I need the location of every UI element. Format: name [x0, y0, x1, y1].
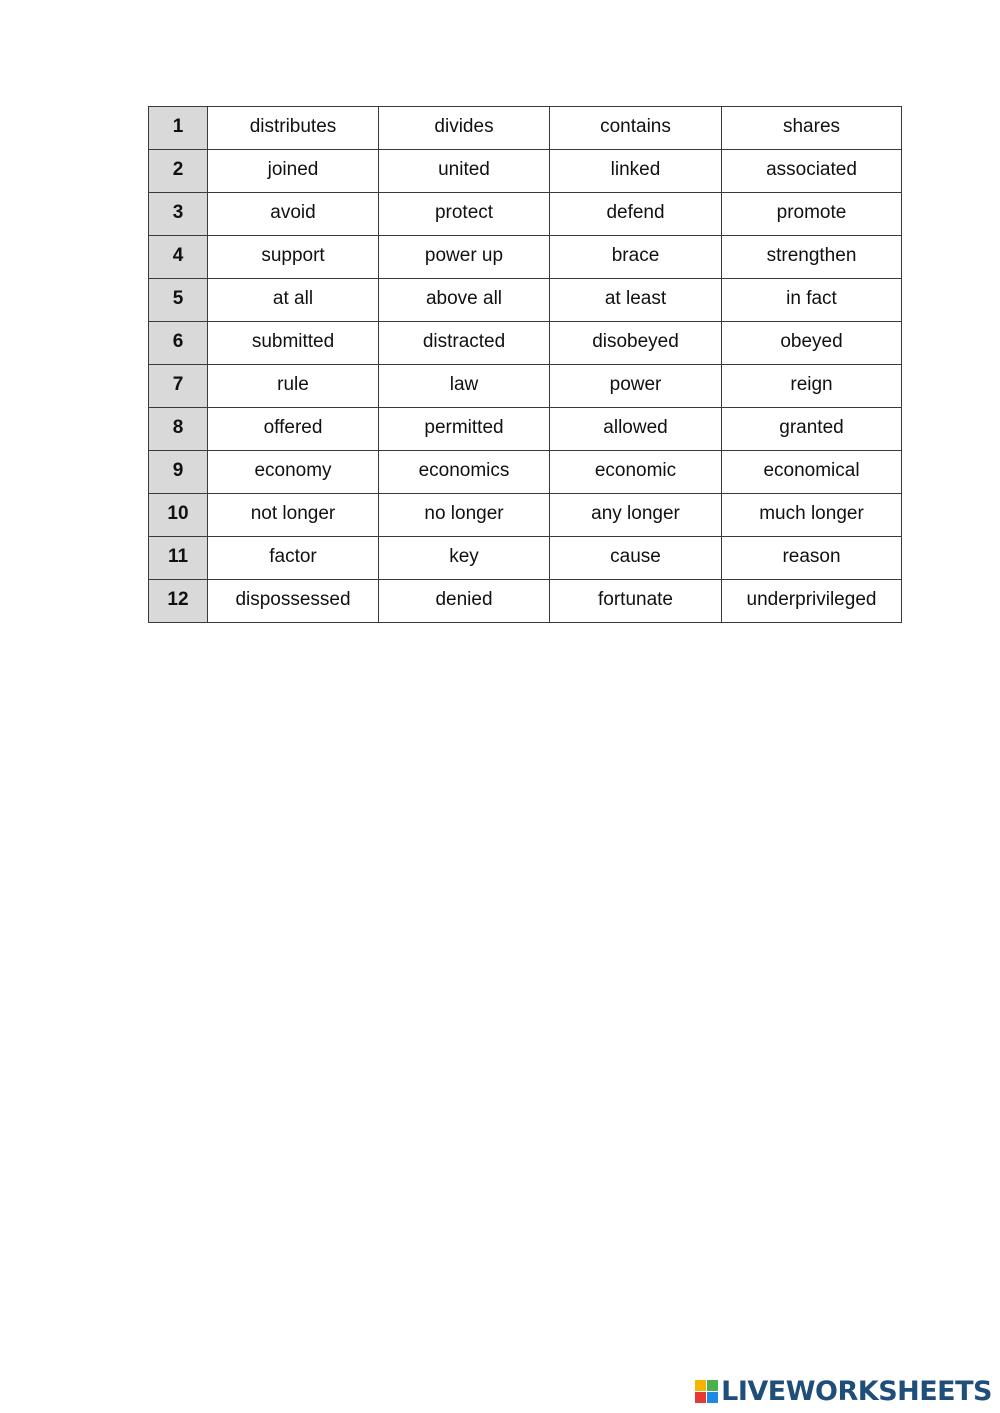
option-cell: divides	[379, 107, 550, 150]
option-cell: permitted	[379, 408, 550, 451]
option-cell: economic	[550, 451, 722, 494]
table-row	[149, 107, 902, 150]
row-number: 2	[149, 150, 208, 193]
table-row	[149, 236, 902, 279]
option-cell: support	[208, 236, 379, 279]
row-number: 7	[149, 365, 208, 408]
table-row	[149, 279, 902, 322]
option-cell: distributes	[208, 107, 379, 150]
row-number: 12	[149, 580, 208, 623]
option-cell: above all	[379, 279, 550, 322]
option-cell: no longer	[379, 494, 550, 537]
option-cell: reason	[722, 537, 902, 580]
answer-options-table	[148, 106, 902, 623]
option-cell: associated	[722, 150, 902, 193]
option-cell: denied	[379, 580, 550, 623]
option-cell: contains	[550, 107, 722, 150]
table-row	[149, 322, 902, 365]
table-row	[149, 580, 902, 623]
logo-square-i	[707, 1380, 718, 1391]
liveworksheets-brand	[695, 1376, 992, 1407]
option-cell: obeyed	[722, 322, 902, 365]
option-cell: power up	[379, 236, 550, 279]
option-cell: brace	[550, 236, 722, 279]
option-cell: factor	[208, 537, 379, 580]
option-cell: at least	[550, 279, 722, 322]
option-cell: rule	[208, 365, 379, 408]
row-number: 9	[149, 451, 208, 494]
option-cell: not longer	[208, 494, 379, 537]
table-row	[149, 537, 902, 580]
logo-square-v	[695, 1392, 706, 1403]
row-number: 1	[149, 107, 208, 150]
option-cell: dispossessed	[208, 580, 379, 623]
table-row	[149, 193, 902, 236]
option-cell: strengthen	[722, 236, 902, 279]
option-cell: key	[379, 537, 550, 580]
option-cell: granted	[722, 408, 902, 451]
option-cell: submitted	[208, 322, 379, 365]
brand-name: LIVEWORKSHEETS	[721, 1376, 992, 1407]
row-number: 3	[149, 193, 208, 236]
liveworksheets-logo-icon	[695, 1380, 718, 1403]
option-cell: promote	[722, 193, 902, 236]
option-cell: shares	[722, 107, 902, 150]
table-row	[149, 494, 902, 537]
option-cell: much longer	[722, 494, 902, 537]
table-row	[149, 451, 902, 494]
table-row	[149, 150, 902, 193]
option-cell: distracted	[379, 322, 550, 365]
option-cell: in fact	[722, 279, 902, 322]
option-cell: defend	[550, 193, 722, 236]
option-cell: economical	[722, 451, 902, 494]
option-cell: any longer	[550, 494, 722, 537]
row-number: 6	[149, 322, 208, 365]
table-row	[149, 408, 902, 451]
option-cell: protect	[379, 193, 550, 236]
option-cell: fortunate	[550, 580, 722, 623]
row-number: 11	[149, 537, 208, 580]
option-cell: offered	[208, 408, 379, 451]
table-row	[149, 365, 902, 408]
row-number: 5	[149, 279, 208, 322]
row-number: 8	[149, 408, 208, 451]
row-number: 10	[149, 494, 208, 537]
row-number: 4	[149, 236, 208, 279]
logo-square-e	[707, 1392, 718, 1403]
option-cell: underprivileged	[722, 580, 902, 623]
option-cell: avoid	[208, 193, 379, 236]
option-cell: economics	[379, 451, 550, 494]
option-cell: power	[550, 365, 722, 408]
option-cell: united	[379, 150, 550, 193]
option-cell: disobeyed	[550, 322, 722, 365]
option-cell: linked	[550, 150, 722, 193]
option-cell: cause	[550, 537, 722, 580]
option-cell: at all	[208, 279, 379, 322]
answer-options-body	[149, 107, 902, 623]
option-cell: reign	[722, 365, 902, 408]
option-cell: economy	[208, 451, 379, 494]
option-cell: law	[379, 365, 550, 408]
option-cell: allowed	[550, 408, 722, 451]
option-cell: joined	[208, 150, 379, 193]
logo-square-l	[695, 1380, 706, 1391]
